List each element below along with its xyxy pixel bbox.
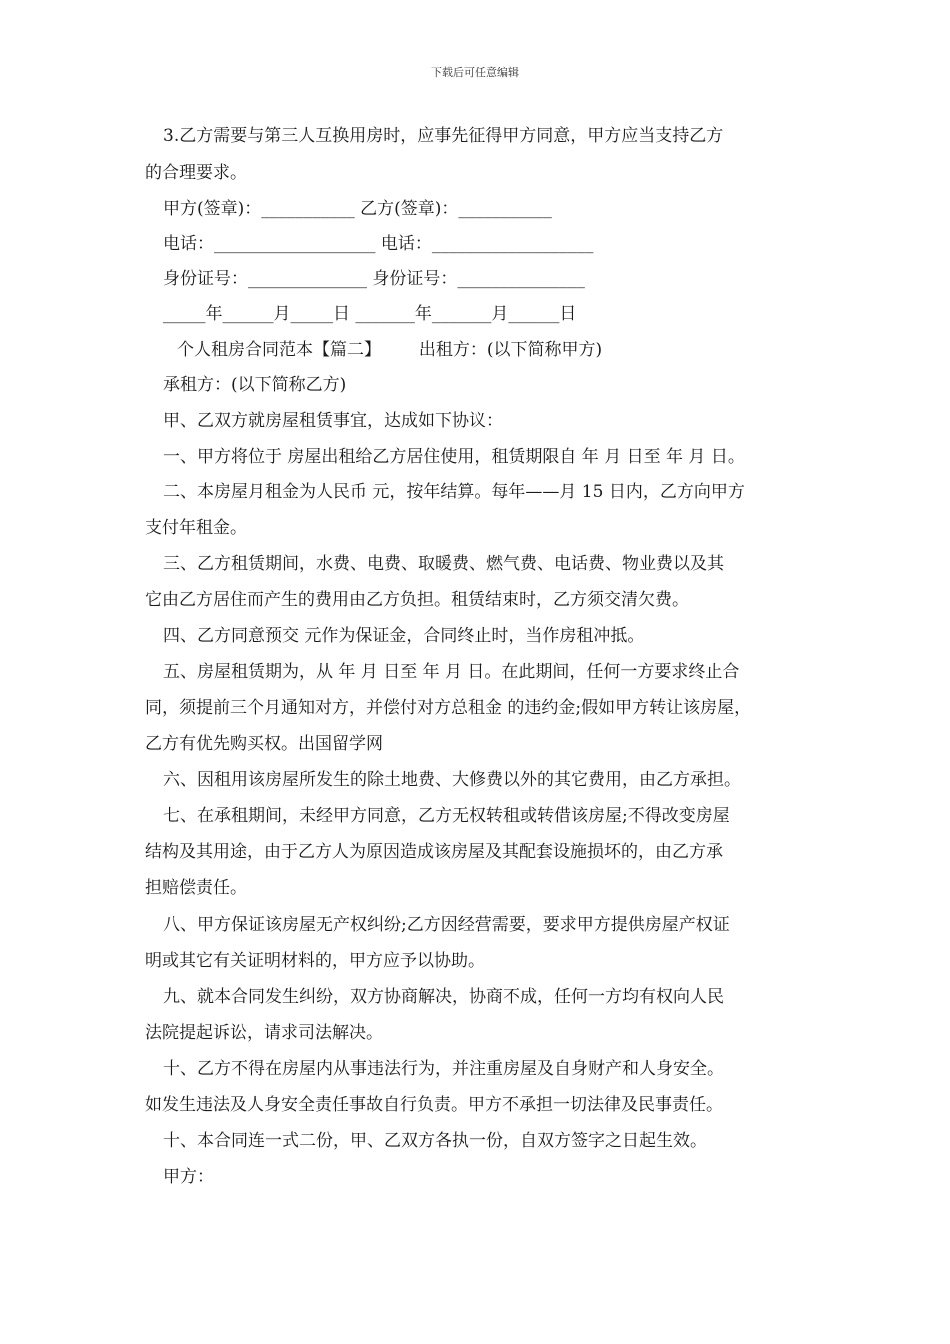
clause-8: 八、甲方保证该房屋无产权纠纷;乙方因经营需要，要求甲方提供房屋产权证 — [163, 915, 730, 935]
paragraph-line: 法院提起诉讼，请求司法解决。 — [145, 1023, 383, 1043]
paragraph-line: 担赔偿责任。 — [145, 878, 247, 898]
clause-5: 五、房屋租赁期为，从 年 月 日至 年 月 日。在此期间，任何一方要求终止合 — [163, 662, 740, 682]
page-header: 下载后可任意编辑 — [431, 66, 519, 79]
clause-9: 九、就本合同发生纠纷，双方协商解决，协商不成，任何一方均有权向人民 — [163, 987, 724, 1007]
paragraph-line: 3.乙方需要与第三人互换用房时，应事先征得甲方同意，甲方应当支持乙方 — [163, 126, 724, 146]
phone-line: 电话：___________________ 电话：___________________ — [163, 234, 594, 254]
date-line: _____年______月_____日 _______年_______月______日 — [163, 304, 577, 324]
clause-2: 二、本房屋月租金为人民币 元，按年结算。每年——月 15 日内，乙方向甲方 — [163, 482, 745, 502]
clause-1: 一、甲方将位于 房屋出租给乙方居住使用，租赁期限自 年 月 日至 年 月 日。 — [163, 447, 745, 467]
clause-6: 六、因租用该房屋所发生的除土地费、大修费以外的其它费用，由乙方承担。 — [163, 770, 741, 790]
party-a-label: 甲方： — [163, 1167, 214, 1187]
clause-7: 七、在承租期间，未经甲方同意，乙方无权转租或转借该房屋;不得改变房屋 — [163, 806, 730, 826]
clause-4: 四、乙方同意预交 元作为保证金，合同终止时，当作房租冲抵。 — [163, 626, 645, 646]
clause-10: 十、乙方不得在房屋内从事违法行为，并注重房屋及自身财产和人身安全。 — [163, 1059, 724, 1079]
paragraph-line: 明或其它有关证明材料的，甲方应予以协助。 — [145, 951, 485, 971]
paragraph-line: 结构及其用途，由于乙方人为原因造成该房屋及其配套设施损坏的，由乙方承 — [145, 842, 723, 862]
paragraph-line: 如发生违法及人身安全责任事故自行负责。甲方不承担一切法律及民事责任。 — [145, 1095, 723, 1115]
paragraph-line: 乙方有优先购买权。出国留学网 — [145, 734, 383, 754]
clause-3: 三、乙方租赁期间，水费、电费、取暖费、燃气费、电话费、物业费以及其 — [163, 554, 724, 574]
section-title: 个人租房合同范本【篇二】 出租方：(以下简称甲方) — [177, 340, 603, 360]
paragraph-line: 它由乙方居住而产生的费用由乙方负担。租赁结束时，乙方须交清欠费。 — [145, 590, 689, 610]
paragraph-line: 甲、乙双方就房屋租赁事宜，达成如下协议： — [163, 411, 503, 431]
paragraph-line: 同，须提前三个月通知对方，并偿付对方总租金 的违约金;假如甲方转让该房屋， — [145, 698, 752, 718]
paragraph-line: 的合理要求。 — [145, 163, 247, 183]
paragraph-line: 支付年租金。 — [145, 518, 247, 538]
paragraph-line: 承租方：(以下简称乙方) — [163, 375, 347, 395]
id-number-line: 身份证号：______________ 身份证号：_______________ — [163, 269, 585, 289]
signature-line: 甲方(签章)：___________ 乙方(签章)：___________ — [163, 199, 552, 219]
clause-11: 十、本合同连一式二份，甲、乙双方各执一份，自双方签字之日起生效。 — [163, 1131, 707, 1151]
